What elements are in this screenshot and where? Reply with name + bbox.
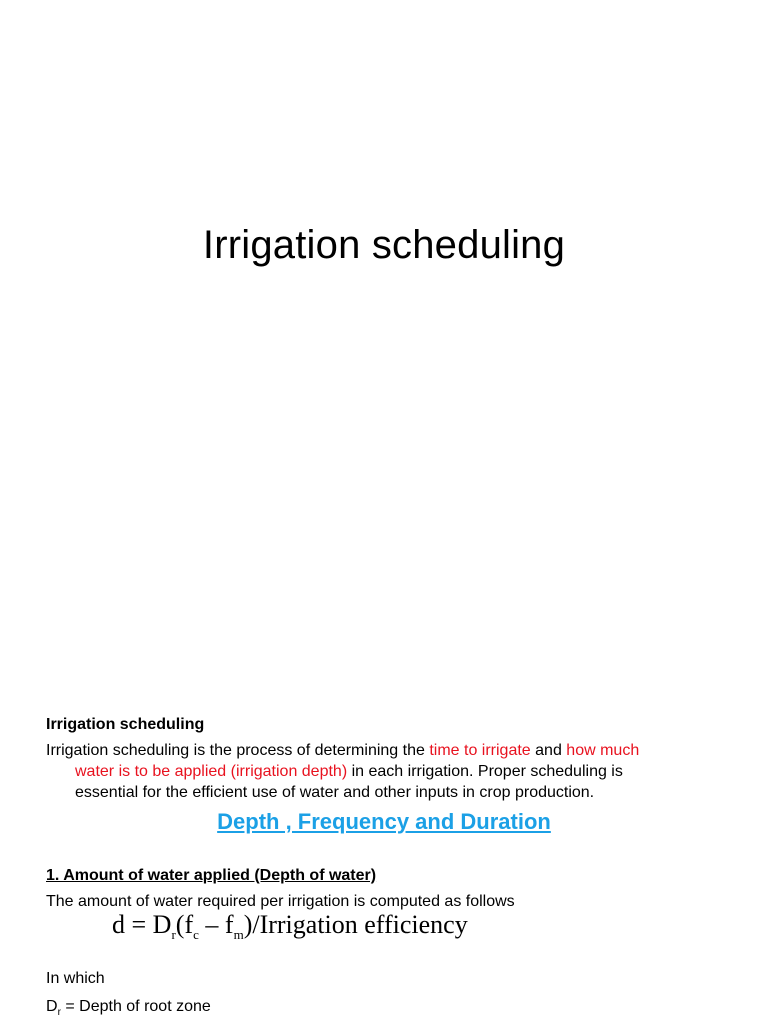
- numbered-heading: 1. Amount of water applied (Depth of water): [46, 867, 377, 884]
- defn-text: = Depth of root zone: [60, 998, 211, 1015]
- slide-title: Irrigation scheduling: [202, 223, 566, 267]
- para-line-2: [46, 761, 726, 782]
- para-highlight-time: time to irrigate: [429, 742, 531, 759]
- para-text-2: and: [530, 742, 567, 759]
- formula-mid2: – f: [198, 910, 234, 939]
- defn-symbol: D: [46, 998, 58, 1015]
- formula-mid1: (f: [175, 910, 194, 939]
- formula-rhs: )/Irrigation efficiency: [243, 910, 468, 939]
- para-line-3: essential for the efficient use of water and other inputs in crop production.: [75, 784, 595, 801]
- computed-text: The amount of water required per irrigation is computed as follows: [46, 893, 515, 910]
- formula-sub-c: c: [193, 927, 199, 942]
- para-highlight-depth: water is to be applied (irrigation depth): [75, 763, 348, 780]
- depth-formula: [112, 908, 468, 952]
- defn-sub: r: [57, 1007, 61, 1018]
- para-highlight-how-much: how much: [566, 742, 640, 759]
- subheading-depth-frequency-duration: Depth , Frequency and Duration: [217, 809, 551, 834]
- para-text-3: in each irrigation. Proper scheduling is: [347, 763, 623, 780]
- formula-lhs: d = D: [112, 910, 172, 939]
- para-text-1: Irrigation scheduling is the process of determining the: [46, 742, 430, 759]
- definition-paragraph: [46, 740, 726, 803]
- section-heading: Irrigation scheduling: [46, 716, 205, 733]
- formula-sub-m: m: [233, 927, 244, 942]
- formula-sub-r: r: [171, 927, 176, 942]
- root-zone-definition: [46, 996, 726, 1023]
- in-which-label: In which: [46, 970, 105, 987]
